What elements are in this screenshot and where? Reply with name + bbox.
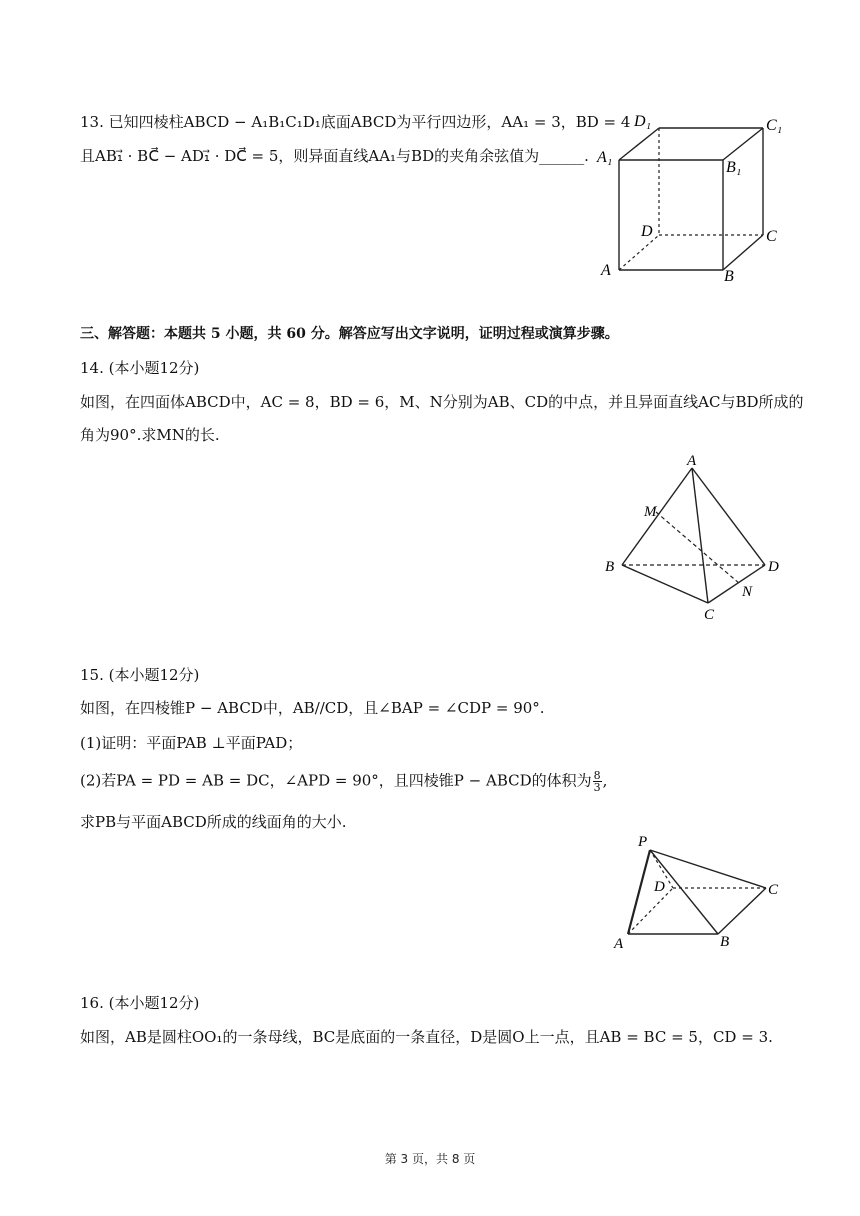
label-A: A	[687, 453, 697, 469]
label-C: C	[704, 607, 715, 623]
q13-line2: 且AB₁⃗ · BC⃗ − AD₁⃗ · DC⃗ = 5，则异面直线AA₁与BD的夹角余弦值为______.	[80, 147, 589, 165]
label-B: B	[724, 268, 734, 285]
label-A: A	[601, 262, 611, 279]
edge-AD	[619, 235, 659, 270]
q14-figure-tetrahedron	[600, 450, 790, 629]
label-N: N	[742, 584, 753, 600]
fraction-numerator: 8	[593, 769, 601, 782]
label-D: D	[654, 879, 665, 895]
q16-line1: 如图，AB是圆柱OO₁的一条母线，BC是底面的一条直径，D是圆O上一点，且AB = BC = 5，CD = 3.	[80, 1028, 773, 1046]
q14-line1: 如图，在四面体ABCD中，AC = 8，BD = 6，M、N分别为AB、CD的中点，并且异面直线AC与BD所成的	[80, 393, 804, 411]
q15-line3-end: ,	[602, 771, 608, 790]
q16-title: 16. (本小题12分)	[80, 994, 200, 1012]
label-B1: B₁	[726, 159, 742, 176]
q15-line4: 求PB与平面ABCD所成的线面角的大小.	[80, 813, 347, 831]
page-footer: 第 3 页，共 8 页	[384, 1152, 476, 1166]
fraction-denominator: 3	[593, 781, 601, 794]
label-A1: A₁	[597, 149, 613, 166]
label-C: C	[766, 228, 777, 245]
label-D: D	[641, 223, 653, 240]
q14-line2: 角为90°.求MN的长.	[80, 426, 220, 444]
q15-line1: 如图，在四棱锥P − ABCD中，AB//CD，且∠BAP = ∠CDP = 90°.	[80, 699, 545, 717]
label-B: B	[605, 559, 615, 575]
section3-heading: 三、解答题：本题共 5 小题，共 60 分。解答应写出文字说明，证明过程或演算步骤。	[80, 326, 619, 342]
q15-title: 15. (本小题12分)	[80, 666, 200, 684]
label-A: A	[614, 936, 624, 952]
label-D1: D₁	[634, 113, 652, 130]
label-C1: C₁	[766, 117, 783, 134]
label-M: M	[644, 504, 657, 520]
label-D: D	[768, 559, 779, 575]
q15-line3	[80, 770, 607, 793]
q13-figure-prism	[592, 108, 792, 292]
label-C: C	[768, 882, 779, 898]
q14-title: 14. (本小题12分)	[80, 359, 200, 377]
q15-line3-text: (2)若PA = PD = AB = DC，∠APD = 90°，且四棱锥P − ABCD的体积为	[80, 771, 592, 790]
volume-fraction	[593, 770, 602, 793]
q13-line1: 13. 已知四棱柱ABCD − A₁B₁C₁D₁底面ABCD为平行四边形，AA₁ = 3，BD = 4	[80, 113, 631, 131]
q15-figure-pyramid	[608, 828, 798, 962]
label-P: P	[638, 834, 648, 850]
q15-line2: (1)证明：平面PAB ⊥平面PAD；	[80, 734, 303, 752]
label-B: B	[720, 934, 730, 950]
